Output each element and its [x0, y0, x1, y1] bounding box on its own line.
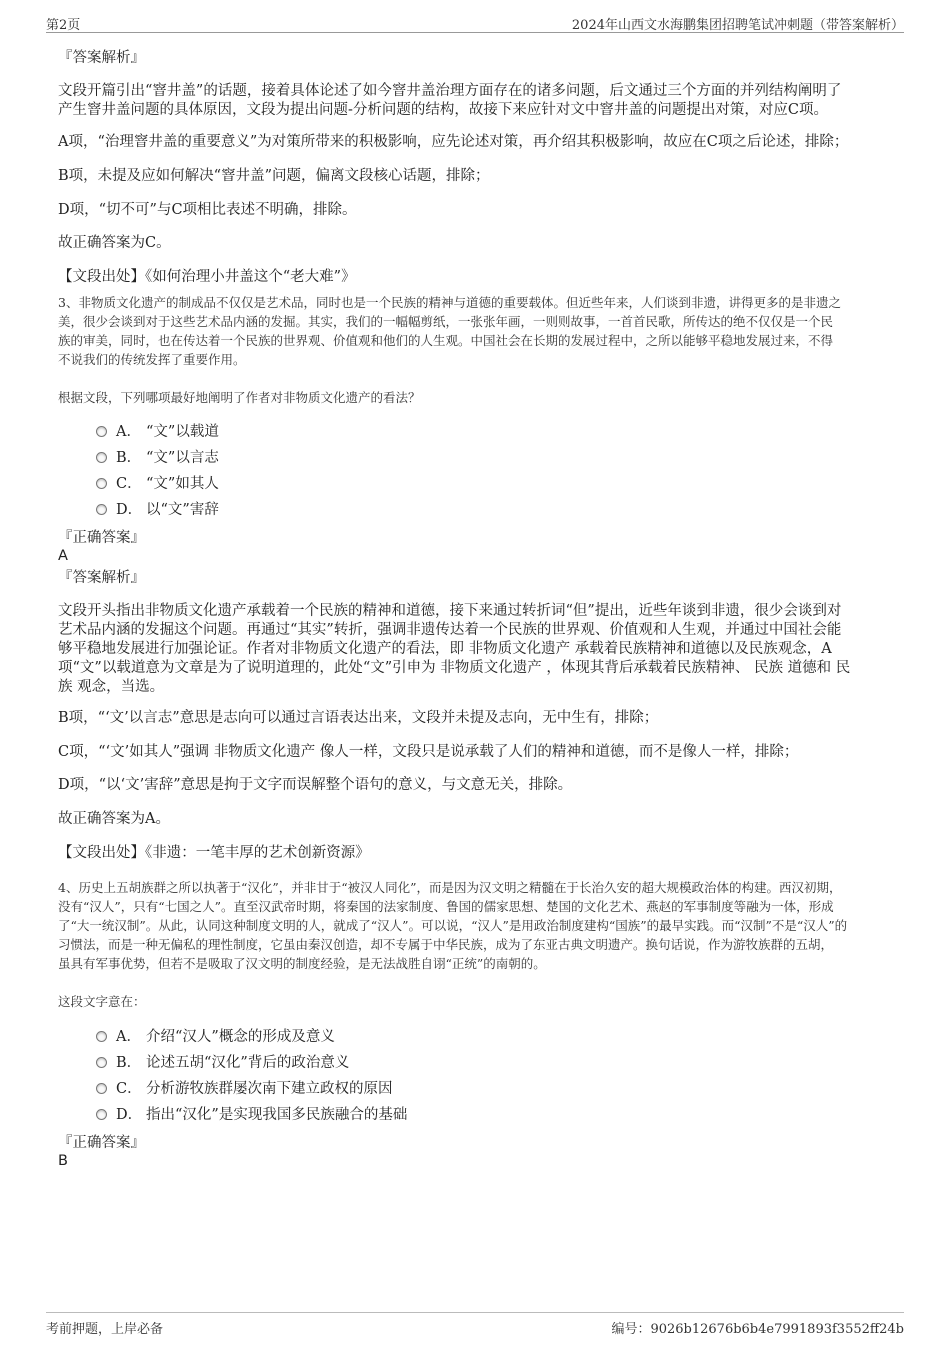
- text-line: 产生窨井盖问题的具体原因，文段为提出问题-分析问题的结构，故接下来应针对文中窨井盖的问题提出对策，对应C项。: [58, 102, 828, 118]
- text-line: 项“文”以载道意为文章是为了说明道理的，此处“文”引申为 非物质文化遗产 ，体现其背后承载着民族精神、 民族 道德和 民: [58, 660, 851, 676]
- text-line: 没有“汉人”，只有“七国之人”。直至汉武帝时期，将秦国的法家制度、鲁国的儒家思想、楚国的文化艺术、燕赵的军事制度等融为一体，形成: [58, 899, 834, 914]
- q3-analysis: [58, 602, 850, 697]
- q2-option-a-analysis: A项，“治理窨井盖的重要意义”为对策所带来的积极影响，应先论述对策，再介绍其积极影响，故应在C项之后论述，排除；: [58, 134, 849, 150]
- text-line: 文段开篇引出“窨井盖”的话题，接着具体论述了如今窨井盖治理方面存在的诸多问题，后文通过三个方面的并列结构阐明了: [58, 83, 842, 99]
- text-line: 族 观念，当选。: [58, 679, 165, 695]
- q2-conclusion: 故正确答案为C。: [58, 235, 171, 251]
- radio-icon[interactable]: [96, 478, 107, 489]
- text-line: 够平稳地发展进行加强论证。作者对非物质文化遗产的看法，即 非物质文化遗产 承载着民族精神和道德以及民族观念，A: [58, 641, 832, 657]
- q4-option-a[interactable]: A． 介绍“汉人”概念的形成及意义: [96, 1027, 335, 1047]
- page-number: 第2页: [46, 18, 81, 33]
- q3-option-c[interactable]: C． “文”如其人: [96, 474, 219, 494]
- q3-stem: [58, 293, 898, 369]
- text-line: 文段开头指出非物质文化遗产承载着一个民族的精神和道德，接下来通过转折词“但”提出，近些年谈到非遗，很少会谈到对: [58, 603, 842, 619]
- radio-icon[interactable]: [96, 1031, 107, 1042]
- q4-option-c[interactable]: C． 分析游牧族群屡次南下建立政权的原因: [96, 1079, 393, 1099]
- document-code: 编号：9026b12676b6b4e7991893f3552ff24b: [611, 1322, 904, 1337]
- footer-slogan: 考前押题，上岸必备: [46, 1322, 164, 1337]
- text-line: 虽具有军事优势，但若不是吸取了汉文明的制度经验，是无法战胜自诩“正统”的南朝的。: [58, 956, 546, 971]
- q2-source: 【文段出处】《如何治理小井盖这个“老大难”》: [58, 269, 356, 285]
- q3-option-b[interactable]: B． “文”以言志: [96, 448, 219, 468]
- text-line: 了“大一统汉制”。从此，认同这种制度文明的人，就成了“汉人”。可以说，“汉人”是用政治制度建构“国族”的最早实践。而“汉制”不是“汉人”的: [58, 918, 848, 933]
- page-footer: [46, 1312, 904, 1335]
- radio-icon[interactable]: [96, 1083, 107, 1094]
- text-line: 3、非物质文化遗产的制成品不仅仅是艺术品，同时也是一个民族的精神与道德的重要载体。但近些年来，人们谈到非遗，讲得更多的是非遗之: [58, 295, 841, 310]
- text-line: 美，很少会谈到对于这些艺术品内涵的发掘。其实，我们的一幅幅剪纸，一张张年画，一则则故事，一首首民歌，所传达的绝不仅仅是一个民: [58, 314, 834, 329]
- q2-analysis: [58, 82, 841, 120]
- text-line: 4、历史上五胡族群之所以执著于“汉化”，并非甘于“被汉人同化”，而是因为汉文明之精髓在于长治久安的超大规模政治体的构建。西汉初期，: [58, 880, 842, 895]
- q3-option-a[interactable]: A． “文”以载道: [96, 422, 219, 442]
- q4-option-d[interactable]: D． 指出“汉化”是实现我国多民族融合的基础: [96, 1105, 407, 1125]
- q3-answer: A: [58, 548, 68, 564]
- q3-option-b-analysis: B项，“‘文’以言志”意思是志向可以通过言语表达出来，文段并未提及志向，无中生有，排除；: [58, 710, 659, 726]
- q4-option-b[interactable]: B． 论述五胡“汉化”背后的政治意义: [96, 1053, 349, 1073]
- radio-icon[interactable]: [96, 1109, 107, 1120]
- q3-option-d-analysis: D项，“以‘文’害辞”意思是拘于文字而误解整个语句的意义，与文意无关，排除。: [58, 777, 573, 793]
- q2-option-d-analysis: D项，“切不可”与C项相比表述不明确，排除。: [58, 202, 357, 218]
- text-line: 族的审美，同时，也在传达着一个民族的世界观、价值观和他们的人生观。中国社会在长期的发展过程中，之所以能够平稳地发展过来，不得: [58, 333, 834, 348]
- q2-option-b-analysis: B项，未提及应如何解决“窨井盖”问题，偏离文段核心话题，排除；: [58, 168, 490, 184]
- q3-answer-label: 『正确答案』: [58, 530, 145, 546]
- text-line: 艺术品内涵的发掘这个问题。再通过“其实”转折，强调非遗传达着一个民族的世界观、价值观和人生观，并通过中国社会能: [58, 622, 842, 638]
- text-line: 不说我们的传统发挥了重要作用。: [58, 352, 246, 367]
- radio-icon[interactable]: [96, 452, 107, 463]
- q4-stem: [58, 878, 898, 973]
- radio-icon[interactable]: [96, 1057, 107, 1068]
- q4-answer: B: [58, 1153, 68, 1169]
- q3-option-d[interactable]: D． 以“文”害辞: [96, 500, 219, 520]
- radio-icon[interactable]: [96, 504, 107, 515]
- q3-analysis-label: 『答案解析』: [58, 570, 145, 586]
- q3-prompt: 根据文段，下列哪项最好地阐明了作者对非物质文化遗产的看法？: [58, 390, 421, 405]
- q2-analysis-label: 『答案解析』: [58, 50, 145, 66]
- text-line: 习惯法，而是一种无偏私的理性制度，它虽由秦汉创造，却不专属于中华民族，成为了东亚古典文明遗产。换句话说，作为游牧族群的五胡，: [58, 937, 834, 952]
- q3-conclusion: 故正确答案为A。: [58, 811, 170, 827]
- radio-icon[interactable]: [96, 426, 107, 437]
- page-header: [46, 12, 904, 33]
- q3-option-c-analysis: C项，“‘文’如其人”强调 非物质文化遗产 像人一样，文段只是说承载了人们的精神和道德，而不是像人一样，排除；: [58, 744, 799, 760]
- document-title: 2024年山西文水海鹏集团招聘笔试冲刺题（带答案解析）: [571, 18, 904, 33]
- q3-source: 【文段出处】《非遗：一笔丰厚的艺术创新资源》: [58, 845, 370, 861]
- q4-answer-label: 『正确答案』: [58, 1135, 145, 1151]
- q4-prompt: 这段文字意在：: [58, 994, 146, 1009]
